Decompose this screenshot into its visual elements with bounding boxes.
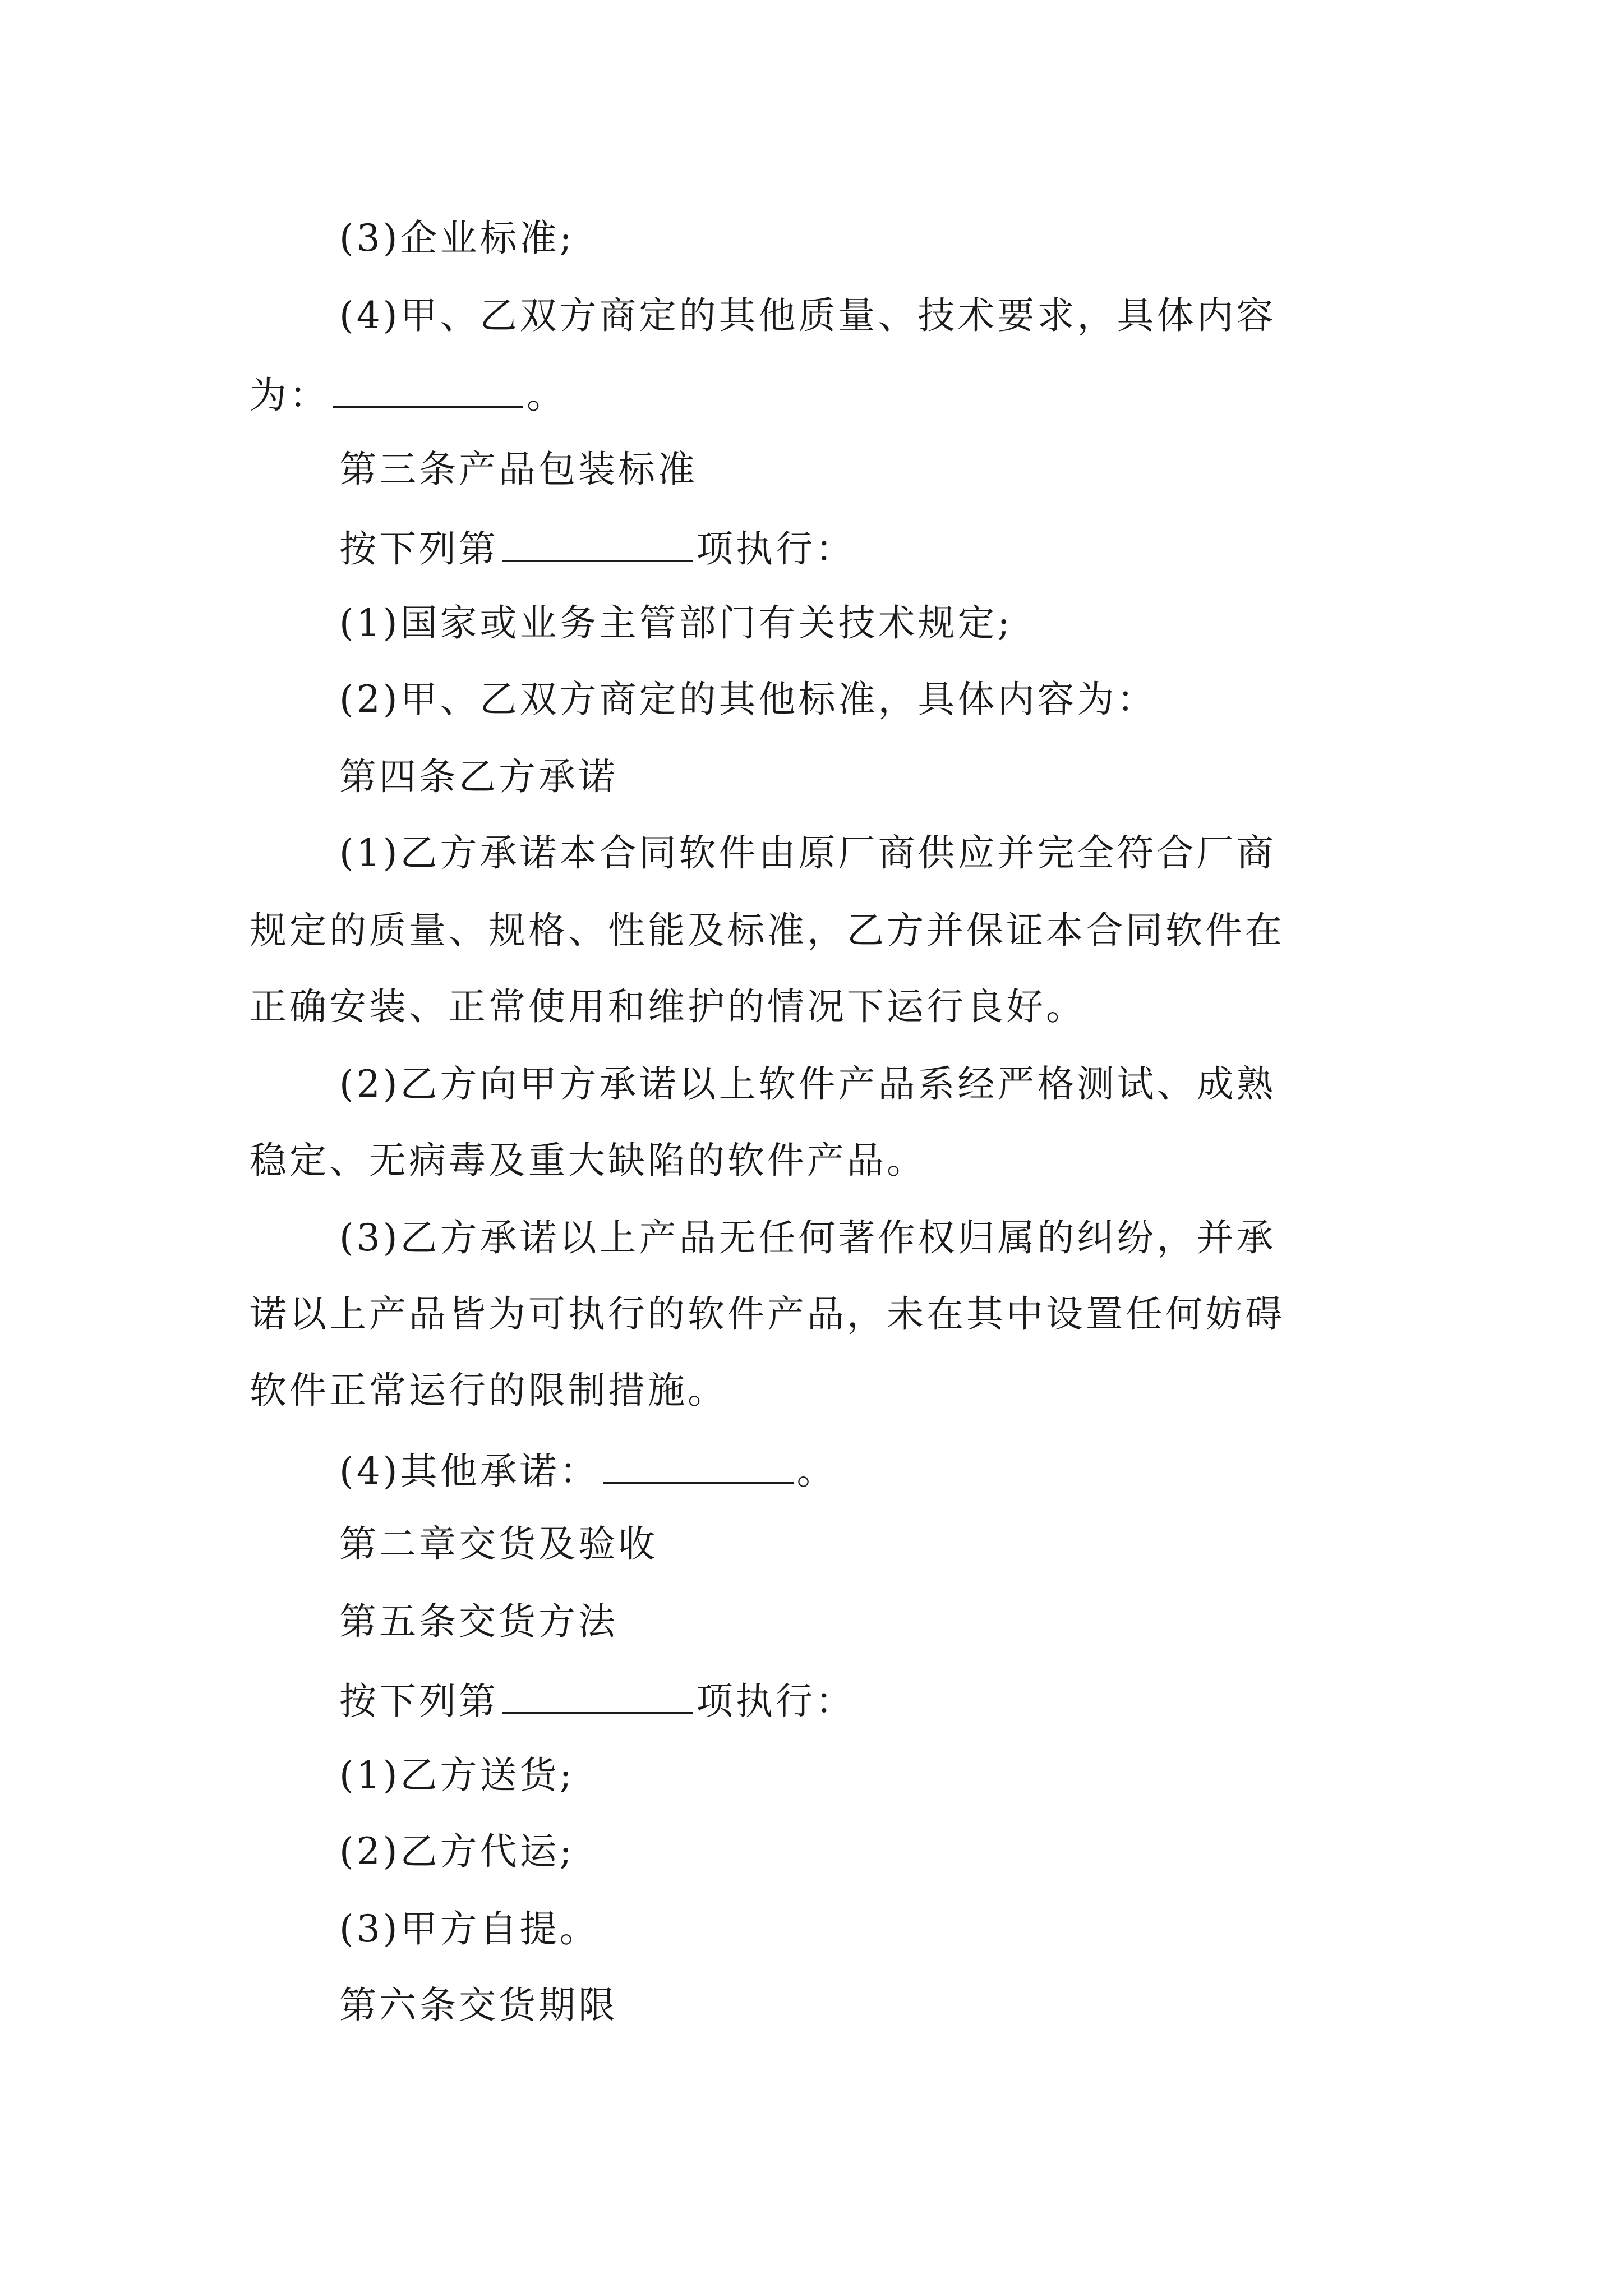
promise-3-line-2: 诺以上产品皆为可执行的软件产品，未在其中设置任何妨碍 — [250, 1292, 1285, 1336]
promise-1-line-3: 正确安装、正常使用和维护的情况下运行良好。 — [250, 985, 1086, 1028]
delivery-option-2: (2)乙方代运; — [339, 1830, 575, 1873]
package-option-2: (2)甲、乙双方商定的其他标准，具体内容为： — [339, 678, 1157, 721]
chapter-2-heading: 第二章交货及验收 — [339, 1522, 658, 1566]
execute-prefix: 按下列第 — [339, 527, 499, 570]
execute-suffix: 项执行： — [696, 1680, 855, 1723]
clause-4-other-quality-requirements: (4)甲、乙双方商定的其他质量、技术要求，具体内容 — [339, 294, 1276, 337]
execute-suffix: 项执行： — [696, 527, 855, 570]
fill-in-blank — [502, 1680, 693, 1714]
article-5-heading: 第五条交货方法 — [339, 1600, 618, 1643]
fill-in-blank — [603, 1450, 794, 1484]
execute-prefix: 按下列第 — [339, 1680, 499, 1723]
promise-2-line-2: 稳定、无病毒及重大缺陷的软件产品。 — [250, 1139, 926, 1182]
promise-3-line-1: (3)乙方承诺以上产品无任何著作权归属的纠纷，并承 — [339, 1216, 1276, 1259]
promise-1-line-1: (1)乙方承诺本合同软件由原厂商供应并完全符合厂商 — [339, 831, 1276, 875]
package-option-1: (1)国家或业务主管部门有关技术规定; — [339, 601, 1013, 645]
fill-in-blank — [333, 374, 523, 408]
promise-3-line-3: 软件正常运行的限制措施。 — [250, 1369, 727, 1412]
promise-4-end: 。 — [796, 1450, 837, 1493]
execute-item-line — [339, 527, 855, 568]
document-page — [250, 0, 1388, 2296]
article-6-heading: 第六条交货期限 — [339, 1984, 618, 2027]
content-end: 。 — [527, 374, 566, 417]
article-4-heading: 第四条乙方承诺 — [339, 755, 618, 798]
promise-4-line — [339, 1450, 837, 1493]
promise-1-line-2: 规定的质量、规格、性能及标准，乙方并保证本合同软件在 — [250, 909, 1285, 952]
delivery-option-3: (3)甲方自提。 — [339, 1907, 600, 1950]
article-3-heading: 第三条产品包装标准 — [339, 448, 698, 491]
promise-2-line-1: (2)乙方向甲方承诺以上软件产品系经严格测试、成熟 — [339, 1062, 1276, 1106]
content-label: 为： — [250, 374, 329, 417]
execute-item-line-2 — [339, 1680, 855, 1723]
delivery-option-1: (1)乙方送货; — [339, 1754, 575, 1797]
content-blank-line — [250, 374, 566, 417]
clause-3-enterprise-standard: (3)企业标准; — [339, 217, 575, 260]
promise-4-label: (4)其他承诺： — [339, 1450, 600, 1493]
fill-in-blank — [502, 527, 693, 562]
